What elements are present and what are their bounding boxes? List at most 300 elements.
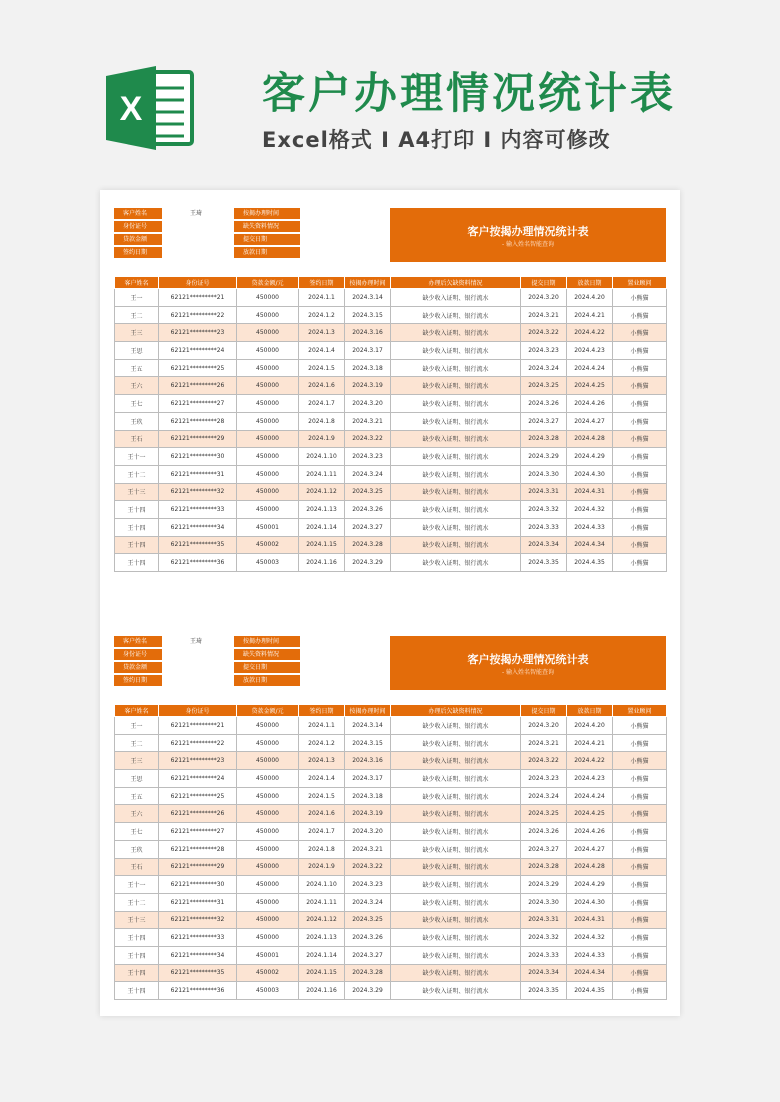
col-missing-docs-cell: 缺少收入证明、银行流水 <box>391 465 521 483</box>
col-submit-date-cell: 2024.3.20 <box>521 717 567 735</box>
table-row <box>115 448 667 466</box>
col-sign-date-cell: 2024.1.15 <box>299 964 345 982</box>
table-row <box>115 395 667 413</box>
col-sign-date-cell: 2024.1.9 <box>299 430 345 448</box>
col-loan-date-cell: 2024.4.21 <box>567 306 613 324</box>
col-sign-date-cell: 2024.1.8 <box>299 840 345 858</box>
col-id-number-cell: 62121*********22 <box>159 734 237 752</box>
col-customer-name-cell: 王十二 <box>115 465 159 483</box>
table-row <box>115 770 667 788</box>
col-mortgage-time-cell: 2024.3.15 <box>345 734 391 752</box>
col-sign-date-cell: 2024.1.15 <box>299 536 345 554</box>
col-submit-date-cell: 2024.3.28 <box>521 858 567 876</box>
col-sign-date-cell: 2024.1.3 <box>299 324 345 342</box>
col-customer-name-cell: 王思 <box>115 342 159 360</box>
label-customer-name: 客户姓名 <box>114 636 162 648</box>
col-submit-date-cell: 2024.3.31 <box>521 483 567 501</box>
col-loan-amount-cell: 450000 <box>237 734 299 752</box>
col-loan-amount-cell: 450000 <box>237 911 299 929</box>
col-loan-amount-cell: 450000 <box>237 289 299 307</box>
col-consultant-cell: 小熊猫 <box>613 289 667 307</box>
col-consultant-cell: 小熊猫 <box>613 734 667 752</box>
col-loan-amount-cell: 450000 <box>237 876 299 894</box>
col-customer-name-cell: 王二 <box>115 306 159 324</box>
col-loan-date-cell: 2024.4.32 <box>567 929 613 947</box>
col-customer-name-cell: 王十四 <box>115 518 159 536</box>
col-missing-docs-cell: 缺少收入证明、银行流水 <box>391 501 521 519</box>
col-mortgage-time-cell: 2024.3.28 <box>345 536 391 554</box>
col-sign-date-cell: 2024.1.14 <box>299 946 345 964</box>
col-missing-docs-cell: 缺少收入证明、银行流水 <box>391 911 521 929</box>
col-mortgage-time-cell: 2024.3.23 <box>345 448 391 466</box>
col-missing-docs-header: 办理后欠缺资料情况 <box>391 277 521 289</box>
col-sign-date-cell: 2024.1.10 <box>299 448 345 466</box>
table-row <box>115 359 667 377</box>
col-sign-date-header: 签约日期 <box>299 277 345 289</box>
col-loan-amount-cell: 450002 <box>237 964 299 982</box>
col-id-number-cell: 62121*********23 <box>159 324 237 342</box>
col-customer-name-cell: 王十三 <box>115 483 159 501</box>
table-row <box>115 536 667 554</box>
col-missing-docs-cell: 缺少收入证明、银行流水 <box>391 770 521 788</box>
col-missing-docs-cell: 缺少收入证明、银行流水 <box>391 430 521 448</box>
col-loan-amount-cell: 450000 <box>237 342 299 360</box>
col-consultant-cell: 小熊猫 <box>613 787 667 805</box>
banner-hint: - 输入姓名智能查询 <box>501 241 555 248</box>
col-missing-docs-cell: 缺少收入证明、银行流水 <box>391 377 521 395</box>
col-loan-amount-cell: 450000 <box>237 483 299 501</box>
table-row <box>115 430 667 448</box>
col-mortgage-time-cell: 2024.3.20 <box>345 395 391 413</box>
col-mortgage-time-cell: 2024.3.22 <box>345 858 391 876</box>
col-sign-date-cell: 2024.1.5 <box>299 787 345 805</box>
col-sign-date-cell: 2024.1.16 <box>299 554 345 572</box>
col-loan-date-cell: 2024.4.25 <box>567 377 613 395</box>
col-consultant-cell: 小熊猫 <box>613 752 667 770</box>
col-missing-docs-cell: 缺少收入证明、银行流水 <box>391 289 521 307</box>
col-missing-docs-cell: 缺少收入证明、银行流水 <box>391 752 521 770</box>
col-sign-date-cell: 2024.1.6 <box>299 377 345 395</box>
table-row <box>115 911 667 929</box>
col-missing-docs-cell: 缺少收入证明、银行流水 <box>391 876 521 894</box>
table-row <box>115 734 667 752</box>
table-row <box>115 554 667 572</box>
col-customer-name-cell: 王五 <box>115 787 159 805</box>
col-mortgage-time-cell: 2024.3.21 <box>345 840 391 858</box>
col-mortgage-time-cell: 2024.3.17 <box>345 770 391 788</box>
col-id-number-cell: 62121*********24 <box>159 770 237 788</box>
col-missing-docs-cell: 缺少收入证明、银行流水 <box>391 395 521 413</box>
col-missing-docs-cell: 缺少收入证明、银行流水 <box>391 717 521 735</box>
col-id-number-cell: 62121*********33 <box>159 501 237 519</box>
col-loan-date-header: 放款日期 <box>567 705 613 717</box>
label-loan-date: 放款日期 <box>234 675 300 687</box>
col-submit-date-cell: 2024.3.35 <box>521 982 567 1000</box>
col-missing-docs-cell: 缺少收入证明、银行流水 <box>391 893 521 911</box>
col-loan-amount-cell: 450000 <box>237 448 299 466</box>
col-customer-name-cell: 王玖 <box>115 840 159 858</box>
col-customer-name-cell: 王一 <box>115 289 159 307</box>
col-missing-docs-cell: 缺少收入证明、银行流水 <box>391 823 521 841</box>
table-row <box>115 893 667 911</box>
col-customer-name-cell: 王一 <box>115 717 159 735</box>
col-customer-name-cell: 王十四 <box>115 501 159 519</box>
col-mortgage-time-cell: 2024.3.29 <box>345 982 391 1000</box>
col-customer-name-cell: 王十四 <box>115 536 159 554</box>
col-loan-date-cell: 2024.4.30 <box>567 893 613 911</box>
col-missing-docs-cell: 缺少收入证明、银行流水 <box>391 448 521 466</box>
col-id-number-cell: 62121*********23 <box>159 752 237 770</box>
col-loan-amount-cell: 450000 <box>237 324 299 342</box>
col-consultant-cell: 小熊猫 <box>613 412 667 430</box>
col-loan-amount-cell: 450000 <box>237 412 299 430</box>
label-loan-date: 放款日期 <box>234 247 300 259</box>
col-missing-docs-cell: 缺少收入证明、银行流水 <box>391 412 521 430</box>
col-missing-docs-header: 办理后欠缺资料情况 <box>391 705 521 717</box>
col-sign-date-cell: 2024.1.1 <box>299 289 345 307</box>
col-loan-amount-cell: 450001 <box>237 518 299 536</box>
col-consultant-cell: 小熊猫 <box>613 483 667 501</box>
sheet-banner <box>390 208 666 262</box>
col-mortgage-time-cell: 2024.3.15 <box>345 306 391 324</box>
col-mortgage-time-cell: 2024.3.19 <box>345 377 391 395</box>
col-loan-date-cell: 2024.4.25 <box>567 805 613 823</box>
col-id-number-cell: 62121*********25 <box>159 359 237 377</box>
col-submit-date-cell: 2024.3.32 <box>521 501 567 519</box>
col-consultant-cell: 小熊猫 <box>613 717 667 735</box>
col-customer-name-cell: 王十四 <box>115 982 159 1000</box>
col-sign-date-cell: 2024.1.7 <box>299 823 345 841</box>
table-row <box>115 342 667 360</box>
col-customer-name-cell: 王十三 <box>115 911 159 929</box>
col-consultant-cell: 小熊猫 <box>613 448 667 466</box>
col-mortgage-time-cell: 2024.3.27 <box>345 518 391 536</box>
col-submit-date-cell: 2024.3.27 <box>521 840 567 858</box>
col-id-number-cell: 62121*********28 <box>159 840 237 858</box>
table-row <box>115 717 667 735</box>
col-submit-date-cell: 2024.3.33 <box>521 518 567 536</box>
col-customer-name-cell: 王三 <box>115 752 159 770</box>
customer-name-input[interactable]: 王琦 <box>190 210 203 217</box>
col-loan-date-header: 放款日期 <box>567 277 613 289</box>
col-id-number-cell: 62121*********35 <box>159 536 237 554</box>
col-loan-date-cell: 2024.4.33 <box>567 946 613 964</box>
col-submit-date-cell: 2024.3.31 <box>521 911 567 929</box>
col-sign-date-cell: 2024.1.8 <box>299 412 345 430</box>
col-loan-date-cell: 2024.4.24 <box>567 787 613 805</box>
col-id-number-cell: 62121*********30 <box>159 448 237 466</box>
table-row <box>115 324 667 342</box>
col-submit-date-cell: 2024.3.21 <box>521 734 567 752</box>
page-title: 客户办理情况统计表 <box>262 69 676 119</box>
label-submit-date: 提交日期 <box>234 662 300 674</box>
table-row <box>115 823 667 841</box>
col-consultant-cell: 小熊猫 <box>613 911 667 929</box>
col-loan-date-cell: 2024.4.34 <box>567 536 613 554</box>
col-consultant-cell: 小熊猫 <box>613 430 667 448</box>
col-mortgage-time-cell: 2024.3.27 <box>345 946 391 964</box>
col-consultant-header: 置业顾问 <box>613 705 667 717</box>
table-row <box>115 787 667 805</box>
page-subtitle: Excel格式 I A4打印 I 内容可修改 <box>262 128 611 152</box>
col-customer-name-cell: 王十四 <box>115 964 159 982</box>
col-loan-amount-cell: 450003 <box>237 554 299 572</box>
col-submit-date-header: 提交日期 <box>521 705 567 717</box>
col-loan-amount-cell: 450000 <box>237 805 299 823</box>
table-row <box>115 518 667 536</box>
banner-hint: - 输入姓名智能查询 <box>501 669 555 676</box>
col-missing-docs-cell: 缺少收入证明、银行流水 <box>391 734 521 752</box>
col-consultant-cell: 小熊猫 <box>613 359 667 377</box>
col-submit-date-cell: 2024.3.27 <box>521 412 567 430</box>
col-consultant-cell: 小熊猫 <box>613 946 667 964</box>
col-sign-date-cell: 2024.1.2 <box>299 734 345 752</box>
col-id-number-cell: 62121*********34 <box>159 946 237 964</box>
col-sign-date-cell: 2024.1.7 <box>299 395 345 413</box>
col-id-number-cell: 62121*********28 <box>159 412 237 430</box>
col-missing-docs-cell: 缺少收入证明、银行流水 <box>391 518 521 536</box>
col-loan-date-cell: 2024.4.29 <box>567 448 613 466</box>
col-sign-date-cell: 2024.1.12 <box>299 911 345 929</box>
col-mortgage-time-cell: 2024.3.14 <box>345 717 391 735</box>
col-submit-date-cell: 2024.3.29 <box>521 448 567 466</box>
col-customer-name-cell: 王思 <box>115 770 159 788</box>
col-loan-amount-cell: 450000 <box>237 306 299 324</box>
col-loan-date-cell: 2024.4.20 <box>567 717 613 735</box>
table-row <box>115 306 667 324</box>
banner-title: 客户按揭办理情况统计表 <box>467 653 589 666</box>
col-id-number-cell: 62121*********22 <box>159 306 237 324</box>
col-loan-amount-cell: 450000 <box>237 359 299 377</box>
col-consultant-cell: 小熊猫 <box>613 929 667 947</box>
col-mortgage-time-cell: 2024.3.28 <box>345 964 391 982</box>
col-id-number-cell: 62121*********36 <box>159 554 237 572</box>
col-loan-date-cell: 2024.4.23 <box>567 342 613 360</box>
col-sign-date-cell: 2024.1.4 <box>299 770 345 788</box>
col-sign-date-cell: 2024.1.6 <box>299 805 345 823</box>
col-customer-name-cell: 王石 <box>115 858 159 876</box>
col-mortgage-time-cell: 2024.3.29 <box>345 554 391 572</box>
col-submit-date-cell: 2024.3.25 <box>521 377 567 395</box>
col-sign-date-cell: 2024.1.11 <box>299 465 345 483</box>
col-customer-name-cell: 王十一 <box>115 448 159 466</box>
col-customer-name-cell: 王石 <box>115 430 159 448</box>
col-id-number-cell: 62121*********29 <box>159 858 237 876</box>
col-loan-date-cell: 2024.4.27 <box>567 412 613 430</box>
col-missing-docs-cell: 缺少收入证明、银行流水 <box>391 483 521 501</box>
col-mortgage-time-cell: 2024.3.16 <box>345 324 391 342</box>
col-missing-docs-cell: 缺少收入证明、银行流水 <box>391 536 521 554</box>
col-mortgage-time-cell: 2024.3.26 <box>345 501 391 519</box>
col-loan-date-cell: 2024.4.28 <box>567 430 613 448</box>
col-sign-date-cell: 2024.1.14 <box>299 518 345 536</box>
table-row <box>115 876 667 894</box>
col-consultant-cell: 小熊猫 <box>613 306 667 324</box>
col-missing-docs-cell: 缺少收入证明、银行流水 <box>391 858 521 876</box>
col-consultant-header: 置业顾问 <box>613 277 667 289</box>
col-submit-date-cell: 2024.3.33 <box>521 946 567 964</box>
col-sign-date-cell: 2024.1.5 <box>299 359 345 377</box>
table-row <box>115 964 667 982</box>
col-sign-date-cell: 2024.1.2 <box>299 306 345 324</box>
col-sign-date-cell: 2024.1.16 <box>299 982 345 1000</box>
col-mortgage-time-cell: 2024.3.19 <box>345 805 391 823</box>
col-loan-date-cell: 2024.4.29 <box>567 876 613 894</box>
col-submit-date-cell: 2024.3.28 <box>521 430 567 448</box>
col-submit-date-cell: 2024.3.30 <box>521 893 567 911</box>
col-missing-docs-cell: 缺少收入证明、银行流水 <box>391 342 521 360</box>
col-submit-date-header: 提交日期 <box>521 277 567 289</box>
query-panel <box>114 208 666 264</box>
table-row <box>115 501 667 519</box>
table-row <box>115 483 667 501</box>
col-customer-name-cell: 王二 <box>115 734 159 752</box>
col-customer-name-cell: 王十四 <box>115 554 159 572</box>
label-missing-docs: 缺失资料情况 <box>234 221 300 233</box>
col-submit-date-cell: 2024.3.20 <box>521 289 567 307</box>
col-mortgage-time-header: 按揭办理时间 <box>345 277 391 289</box>
col-id-number-cell: 62121*********32 <box>159 911 237 929</box>
col-consultant-cell: 小熊猫 <box>613 840 667 858</box>
col-consultant-cell: 小熊猫 <box>613 377 667 395</box>
col-mortgage-time-cell: 2024.3.26 <box>345 929 391 947</box>
col-mortgage-time-cell: 2024.3.14 <box>345 289 391 307</box>
document-paper <box>100 190 680 1016</box>
col-customer-name-header: 客户姓名 <box>115 277 159 289</box>
col-id-number-cell: 62121*********30 <box>159 876 237 894</box>
col-loan-date-cell: 2024.4.31 <box>567 911 613 929</box>
col-missing-docs-cell: 缺少收入证明、银行流水 <box>391 324 521 342</box>
col-loan-amount-cell: 450000 <box>237 770 299 788</box>
col-submit-date-cell: 2024.3.23 <box>521 770 567 788</box>
col-id-number-header: 身份证号 <box>159 277 237 289</box>
col-id-number-cell: 62121*********31 <box>159 893 237 911</box>
col-customer-name-header: 客户姓名 <box>115 705 159 717</box>
col-loan-date-cell: 2024.4.34 <box>567 964 613 982</box>
col-submit-date-cell: 2024.3.22 <box>521 752 567 770</box>
col-missing-docs-cell: 缺少收入证明、银行流水 <box>391 982 521 1000</box>
col-mortgage-time-cell: 2024.3.23 <box>345 876 391 894</box>
col-id-number-header: 身份证号 <box>159 705 237 717</box>
col-submit-date-cell: 2024.3.24 <box>521 359 567 377</box>
col-consultant-cell: 小熊猫 <box>613 465 667 483</box>
col-sign-date-cell: 2024.1.4 <box>299 342 345 360</box>
table-row <box>115 289 667 307</box>
col-consultant-cell: 小熊猫 <box>613 964 667 982</box>
table-row <box>115 465 667 483</box>
col-mortgage-time-cell: 2024.3.17 <box>345 342 391 360</box>
col-mortgage-time-cell: 2024.3.24 <box>345 465 391 483</box>
col-id-number-cell: 62121*********27 <box>159 823 237 841</box>
label-customer-name: 客户姓名 <box>114 208 162 220</box>
col-loan-amount-cell: 450000 <box>237 929 299 947</box>
col-loan-amount-cell: 450000 <box>237 787 299 805</box>
col-loan-date-cell: 2024.4.23 <box>567 770 613 788</box>
col-id-number-cell: 62121*********26 <box>159 805 237 823</box>
col-sign-date-cell: 2024.1.12 <box>299 483 345 501</box>
col-loan-amount-cell: 450000 <box>237 717 299 735</box>
col-loan-date-cell: 2024.4.20 <box>567 289 613 307</box>
table-row <box>115 412 667 430</box>
col-customer-name-cell: 王十四 <box>115 946 159 964</box>
col-id-number-cell: 62121*********21 <box>159 289 237 307</box>
col-loan-date-cell: 2024.4.35 <box>567 982 613 1000</box>
logo-letter: X <box>119 90 143 128</box>
col-loan-date-cell: 2024.4.26 <box>567 395 613 413</box>
col-missing-docs-cell: 缺少收入证明、银行流水 <box>391 359 521 377</box>
record-table <box>114 276 667 572</box>
col-id-number-cell: 62121*********21 <box>159 717 237 735</box>
col-submit-date-cell: 2024.3.25 <box>521 805 567 823</box>
label-loan-amount: 贷款金额 <box>114 662 162 674</box>
col-sign-date-header: 签约日期 <box>299 705 345 717</box>
col-consultant-cell: 小熊猫 <box>613 518 667 536</box>
col-loan-amount-cell: 450000 <box>237 858 299 876</box>
table-row <box>115 752 667 770</box>
col-loan-amount-cell: 450000 <box>237 823 299 841</box>
col-loan-amount-cell: 450003 <box>237 982 299 1000</box>
col-mortgage-time-cell: 2024.3.25 <box>345 911 391 929</box>
col-mortgage-time-cell: 2024.3.25 <box>345 483 391 501</box>
query-panel <box>114 636 666 692</box>
excel-logo-icon <box>104 62 196 154</box>
col-id-number-cell: 62121*********35 <box>159 964 237 982</box>
col-missing-docs-cell: 缺少收入证明、银行流水 <box>391 840 521 858</box>
label-missing-docs: 缺失资料情况 <box>234 649 300 661</box>
col-missing-docs-cell: 缺少收入证明、银行流水 <box>391 787 521 805</box>
col-submit-date-cell: 2024.3.24 <box>521 787 567 805</box>
col-loan-date-cell: 2024.4.28 <box>567 858 613 876</box>
col-customer-name-cell: 王十二 <box>115 893 159 911</box>
col-customer-name-cell: 王七 <box>115 823 159 841</box>
col-sign-date-cell: 2024.1.13 <box>299 929 345 947</box>
col-submit-date-cell: 2024.3.32 <box>521 929 567 947</box>
col-customer-name-cell: 王七 <box>115 395 159 413</box>
page-header <box>0 0 780 190</box>
label-loan-amount: 贷款金额 <box>114 234 162 246</box>
col-loan-amount-header: 贷款金额/元 <box>237 705 299 717</box>
col-mortgage-time-cell: 2024.3.18 <box>345 787 391 805</box>
col-customer-name-cell: 王十一 <box>115 876 159 894</box>
customer-name-input[interactable]: 王琦 <box>190 638 203 645</box>
col-loan-amount-cell: 450000 <box>237 501 299 519</box>
col-missing-docs-cell: 缺少收入证明、银行流水 <box>391 946 521 964</box>
col-sign-date-cell: 2024.1.13 <box>299 501 345 519</box>
label-id-number: 身份证号 <box>114 649 162 661</box>
col-loan-date-cell: 2024.4.24 <box>567 359 613 377</box>
col-loan-date-cell: 2024.4.21 <box>567 734 613 752</box>
col-id-number-cell: 62121*********36 <box>159 982 237 1000</box>
col-loan-date-cell: 2024.4.27 <box>567 840 613 858</box>
label-submit-date: 提交日期 <box>234 234 300 246</box>
col-submit-date-cell: 2024.3.26 <box>521 823 567 841</box>
col-id-number-cell: 62121*********32 <box>159 483 237 501</box>
col-mortgage-time-cell: 2024.3.16 <box>345 752 391 770</box>
label-id-number: 身份证号 <box>114 221 162 233</box>
col-loan-amount-header: 贷款金额/元 <box>237 277 299 289</box>
col-loan-amount-cell: 450000 <box>237 395 299 413</box>
table-row <box>115 929 667 947</box>
col-missing-docs-cell: 缺少收入证明、银行流水 <box>391 964 521 982</box>
record-table <box>114 704 667 1000</box>
col-id-number-cell: 62121*********24 <box>159 342 237 360</box>
col-loan-date-cell: 2024.4.22 <box>567 324 613 342</box>
table-row <box>115 946 667 964</box>
col-id-number-cell: 62121*********34 <box>159 518 237 536</box>
col-consultant-cell: 小熊猫 <box>613 342 667 360</box>
col-submit-date-cell: 2024.3.35 <box>521 554 567 572</box>
col-consultant-cell: 小熊猫 <box>613 501 667 519</box>
